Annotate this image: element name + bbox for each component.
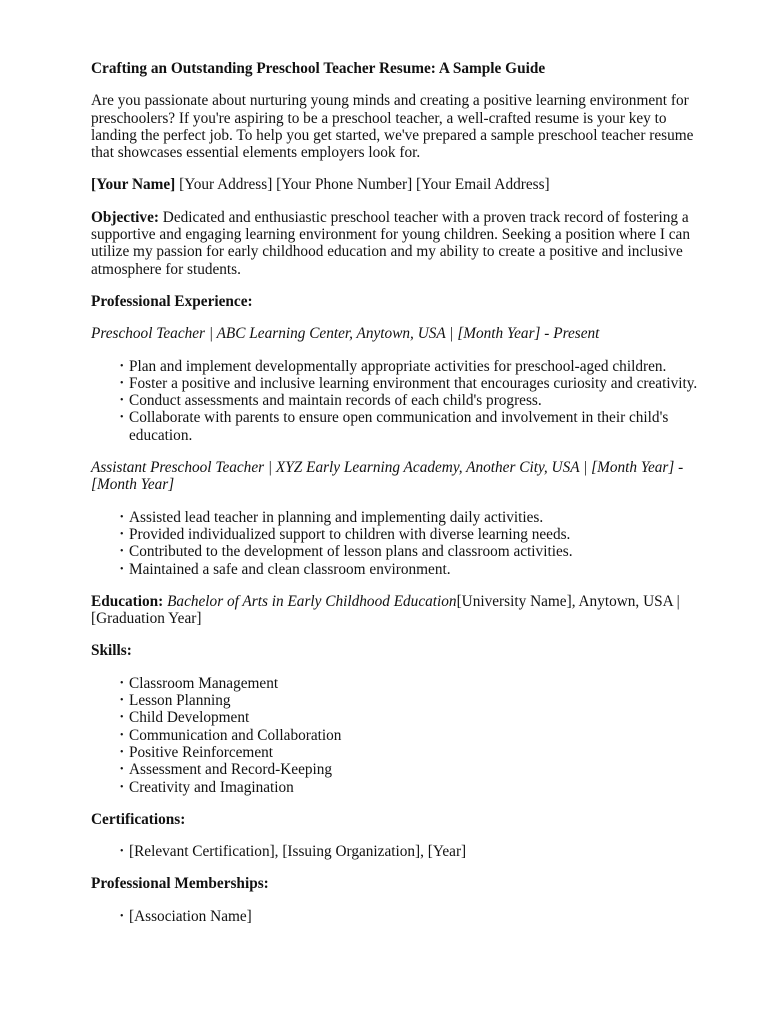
job-title-2: Assistant Preschool Teacher | XYZ Early Learning Academy, Another City, USA | [Month Year] - [Month Year] — [91, 459, 684, 494]
education-label: Education: — [91, 592, 164, 610]
job-duties-2 — [91, 509, 711, 578]
list-item: • Assisted lead teacher in planning and implementing daily activities. — [120, 508, 544, 526]
list-item: • [Association Name] — [120, 907, 252, 925]
skills-heading: Skills: — [91, 642, 132, 660]
bullet-icon: • — [120, 377, 124, 389]
list-item: • Lesson Planning — [120, 692, 231, 710]
intro-paragraph: Are you passionate about nurturing young minds and creating a positive learning environment for preschoolers? If you're aspiring to be a preschool teacher, a well-crafted resume is your key to landing the perfect job. To help you get started, we've prepared a sample preschool teacher resume that showcases essential elements employers look for. — [91, 92, 694, 162]
bullet-icon: • — [120, 546, 124, 558]
education-details: [University Name], Anytown, USA | [Graduation Year] — [91, 592, 680, 628]
certifications-list — [91, 843, 711, 860]
page-title: Crafting an Outstanding Preschool Teacher Resume: A Sample Guide — [91, 60, 546, 77]
list-item: • Provided individualized support to children with diverse learning needs. — [120, 525, 571, 543]
memberships-list — [91, 908, 711, 925]
list-item: • Contributed to the development of lesson plans and classroom activities. — [120, 543, 573, 561]
bullet-icon: • — [120, 910, 124, 922]
name-placeholder: [Your Name] — [91, 176, 176, 194]
degree-name: Bachelor of Arts in Early Childhood Education — [167, 592, 457, 610]
list-item: • [Relevant Certification], [Issuing Organization], [Year] — [120, 843, 467, 861]
objective-paragraph — [91, 209, 711, 278]
contact-line — [91, 176, 711, 193]
bullet-icon: • — [120, 695, 124, 707]
bullet-icon: • — [120, 412, 124, 424]
objective-text: Dedicated and enthusiastic preschool teacher with a proven track record of fostering a supportive and engaging learning environment for young children. Seeking a position where I can utilize my passion for early childhood education and my ability to create a positive and inclusive atmosphere for students. — [91, 208, 690, 278]
list-item: • Maintained a safe and clean classroom environment. — [120, 560, 451, 578]
bullet-icon: • — [120, 563, 124, 575]
list-item: • Plan and implement developmentally appropriate activities for preschool-aged children. — [120, 357, 667, 375]
job-duties-1 — [91, 358, 711, 444]
list-item: • Collaborate with parents to ensure open communication and involvement in their child's education. — [120, 409, 669, 444]
bullet-icon: • — [120, 395, 124, 407]
bullet-icon: • — [120, 729, 124, 741]
bullet-icon: • — [120, 746, 124, 758]
skills-list — [91, 675, 711, 796]
list-item: • Child Development — [120, 709, 250, 727]
bullet-icon: • — [120, 511, 124, 523]
list-item: • Foster a positive and inclusive learning environment that encourages curiosity and creativity. — [120, 374, 698, 392]
experience-heading: Professional Experience: — [91, 292, 253, 310]
list-item: • Assessment and Record-Keeping — [120, 761, 333, 779]
contact-details: [Your Address] [Your Phone Number] [Your Email Address] — [179, 176, 550, 194]
bullet-icon: • — [120, 764, 124, 776]
bullet-icon: • — [120, 712, 124, 724]
list-item: • Communication and Collaboration — [120, 726, 342, 744]
bullet-icon: • — [120, 781, 124, 793]
job-title-1: Preschool Teacher | ABC Learning Center, Anytown, USA | [Month Year] - Present — [91, 325, 600, 343]
list-item: • Positive Reinforcement — [120, 743, 274, 761]
bullet-icon: • — [120, 528, 124, 540]
education-paragraph — [91, 593, 711, 628]
bullet-icon: • — [120, 677, 124, 689]
list-item: • Conduct assessments and maintain records of each child's progress. — [120, 392, 542, 410]
objective-label: Objective: — [91, 208, 159, 226]
list-item: • Creativity and Imagination — [120, 778, 294, 796]
document-page — [91, 60, 711, 940]
certifications-heading: Certifications: — [91, 810, 186, 828]
bullet-icon: • — [120, 360, 124, 372]
memberships-heading: Professional Memberships: — [91, 875, 269, 893]
bullet-icon: • — [120, 846, 124, 858]
list-item: • Classroom Management — [120, 674, 279, 692]
